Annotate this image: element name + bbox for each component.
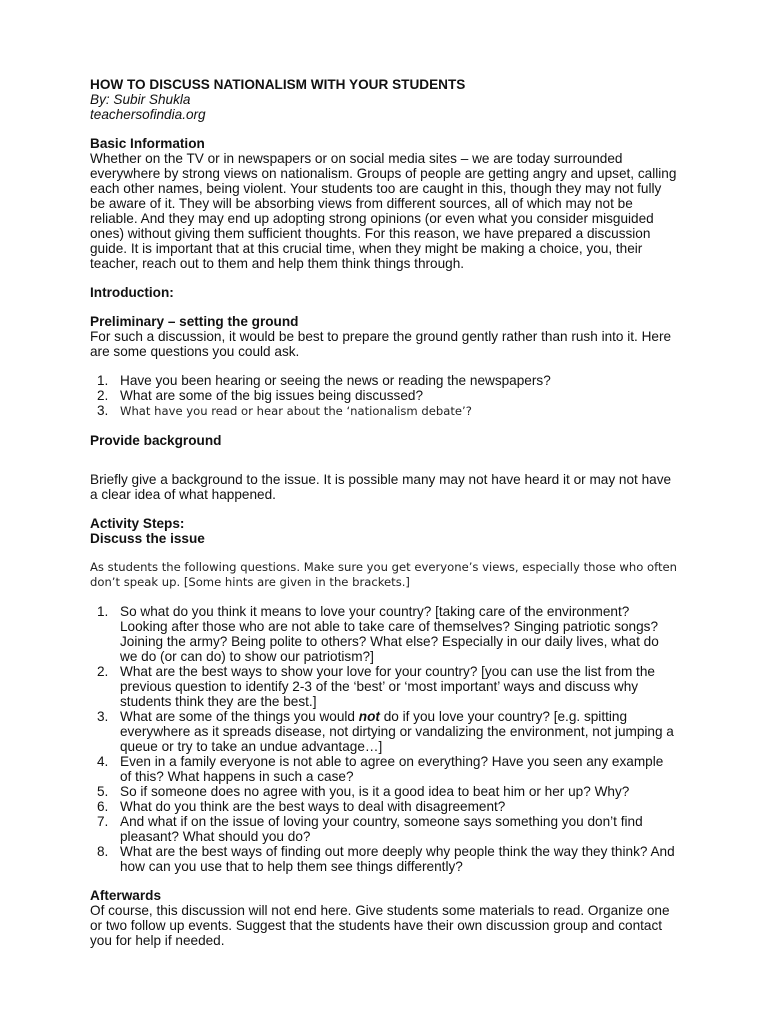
list-number: 6. (97, 799, 109, 814)
list-number: 3. (97, 403, 109, 418)
preliminary-heading: Preliminary – setting the ground (90, 314, 299, 329)
list-number: 5. (97, 784, 109, 799)
list-number: 7. (97, 814, 109, 829)
afterwards-heading: Afterwards (90, 888, 162, 903)
list-item (90, 373, 678, 388)
list-item-text-start: What are some of the things you would (120, 709, 359, 724)
list-item (90, 709, 678, 754)
list-item-text: Have you been hearing or seeing the news or reading the newspapers? (120, 373, 551, 388)
list-item (90, 814, 678, 844)
list-item (90, 754, 678, 784)
list-item-text: So if someone does no agree with you, is it a good idea to beat him or her up? Why? (120, 784, 630, 799)
list-number: 2. (97, 664, 109, 679)
discuss-issue-heading: Discuss the issue (90, 531, 205, 546)
list-item-text: What have you read or hear about the ‘nationalism debate’? (120, 404, 472, 418)
list-item-text: And what if on the issue of loving your country, someone says something you don’t find pleasant? What should you do? (120, 814, 643, 844)
afterwards-paragraph: Of course, this discussion will not end here. Give students some materials to read. Organize one or two follow up events. Suggest that the students have their own discussion group and contact you for help if needed. (90, 903, 670, 948)
document-body (90, 77, 678, 948)
list-item (90, 604, 678, 664)
background-paragraph: Briefly give a background to the issue. It is possible many may not have heard it or may not have a clear idea of what happened. (90, 472, 672, 502)
list-number: 3. (97, 709, 109, 724)
basic-info-paragraph: Whether on the TV or in newspapers or on social media sites – we are today surrounded everywhere by strong views on nationalism. Groups of people are getting angry and upset, calling each other names, being violent. Your students too are caught in this, though they may not fully be aware of it. They will be absorbing views from different sources, all of which may not be reliable. And they may end up adopting strong opinions (or even what you consider misguided ones) without giving them sufficient thoughts. For this reason, we have prepared a discussion guide. It is important that at this crucial time, when they might be making a choice, you, their teacher, reach out to them and help them think things through. (90, 151, 677, 271)
activity-intro-paragraph: As students the following questions. Make sure you get everyone’s views, especially those who often don’t speak up. [Some hints are given in the brackets.] (90, 560, 678, 589)
source-website: teachersofindia.org (90, 107, 206, 122)
list-number: 2. (97, 388, 109, 403)
list-item-text: What are some of the big issues being discussed? (120, 388, 424, 403)
background-heading: Provide background (90, 433, 222, 448)
emphasis-not: not (358, 709, 380, 724)
list-number: 1. (97, 604, 109, 619)
preliminary-questions-list (90, 373, 678, 419)
list-item (90, 664, 678, 709)
activity-steps-heading: Activity Steps: (90, 516, 185, 531)
document-title: HOW TO DISCUSS NATIONALISM WITH YOUR STUDENTS (90, 77, 466, 92)
list-item-text-end: do if you love your country? [e.g. spitting everywhere as it spreads disease, not dirtying or vandalizing the environment, not jumping a queue or try to take an undue advantage…] (120, 709, 674, 754)
list-item (90, 799, 678, 814)
discussion-questions-list (90, 604, 678, 874)
list-number: 8. (97, 844, 109, 859)
list-item-text: What are the best ways of finding out more deeply why people think the way they think? And how can you use that to help them see things differently? (120, 844, 675, 874)
list-item (90, 784, 678, 799)
author-byline: By: Subir Shukla (90, 92, 191, 107)
basic-info-heading: Basic Information (90, 136, 205, 151)
introduction-heading: Introduction: (90, 285, 174, 300)
list-item-text: So what do you think it means to love your country? [taking care of the environment? Looking after those who are not able to take care of themselves? Singing patriotic songs? Joining the army? Being polite to others? What else? Especially in our daily lives, what do we do (or can do) to show our patriotism?] (120, 604, 659, 664)
list-item-text: What do you think are the best ways to deal with disagreement? (120, 799, 506, 814)
list-item (90, 388, 678, 403)
list-item-text: Even in a family everyone is not able to agree on everything? Have you seen any example of this? What happens in such a case? (120, 754, 664, 784)
list-number: 4. (97, 754, 109, 769)
list-item (90, 403, 678, 419)
preliminary-paragraph: For such a discussion, it would be best to prepare the ground gently rather than rush into it. Here are some questions you could ask. (90, 329, 672, 359)
list-item (90, 844, 678, 874)
list-item-text: What are the best ways to show your love for your country? [you can use the list from the previous question to identify 2-3 of the ‘best’ or ‘most important’ ways and discuss why students think they are the best.] (120, 664, 655, 709)
list-item-text (120, 709, 674, 754)
list-number: 1. (97, 373, 109, 388)
